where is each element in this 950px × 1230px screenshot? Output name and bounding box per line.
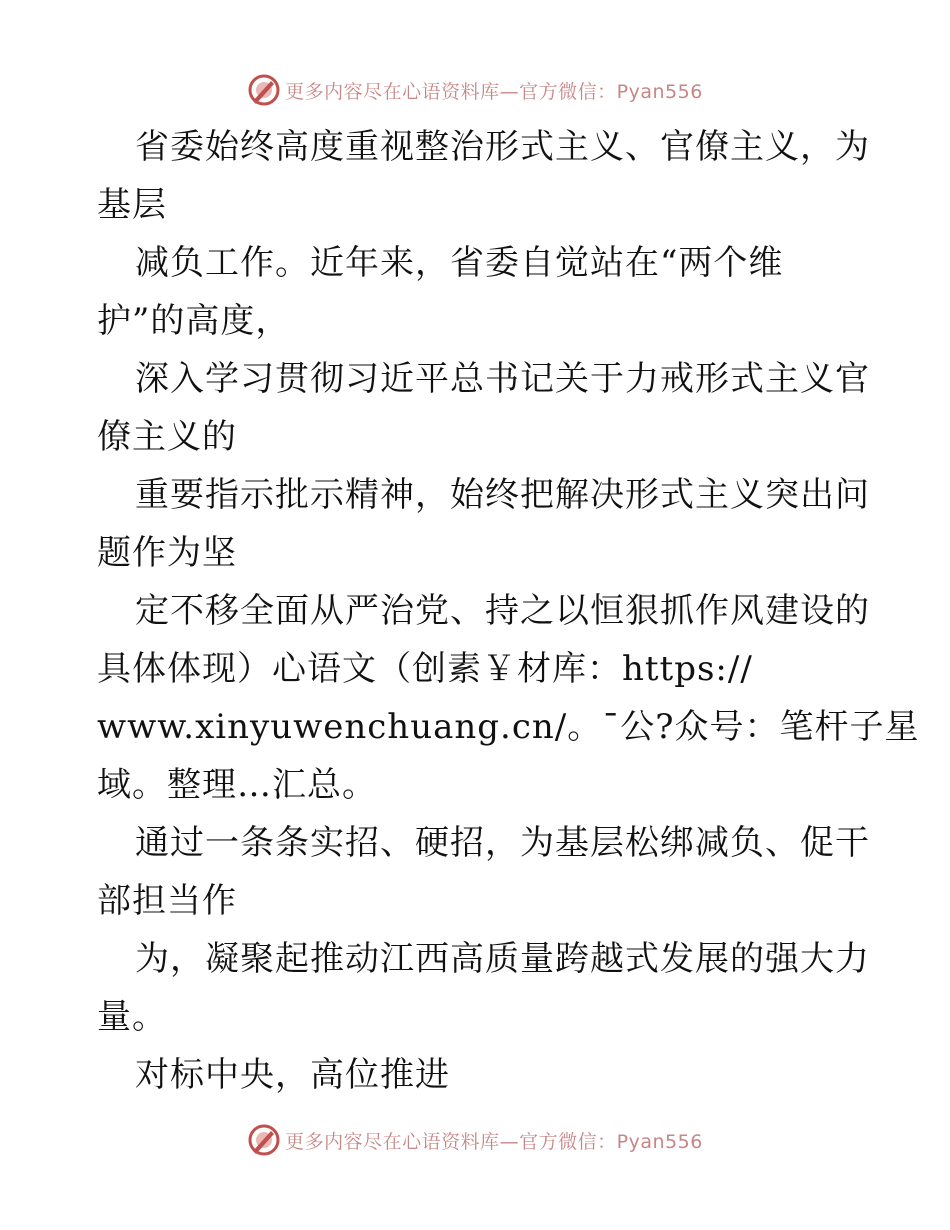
pen-logo-icon — [247, 1123, 281, 1157]
paragraph-line: 重要指示批示精神，始终把解决形式主义突出问 — [135, 475, 870, 515]
pen-logo-icon — [247, 73, 281, 107]
paragraph-line: 部担当作 — [97, 881, 237, 921]
paragraph-line: www.xinyuwenchuang.cn/。¯公?众号：笔杆子星 — [97, 707, 920, 747]
paragraph-line: 域。整理…汇总。 — [97, 765, 377, 805]
section-heading: 对标中央，高位推进 — [135, 1055, 450, 1095]
paragraph-line: 僚主义的 — [97, 417, 237, 457]
footer-banner — [0, 1120, 950, 1160]
footer-banner-text: 更多内容尽在心语资料库—官方微信：Pyan556 — [285, 1130, 703, 1153]
paragraph-line: 深入学习贯彻习近平总书记关于力戒形式主义官 — [135, 359, 870, 399]
paragraph-line: 护”的高度， — [97, 301, 291, 341]
paragraph-line: 减负工作。近年来，省委自觉站在“两个维 — [135, 243, 784, 283]
paragraph-line: 题作为坚 — [97, 533, 237, 573]
header-banner-text: 更多内容尽在心语资料库—官方微信：Pyan556 — [285, 80, 703, 103]
paragraph-line: 基层 — [97, 185, 167, 225]
paragraph-line: 定不移全面从严治党、持之以恒狠抓作风建设的 — [135, 591, 870, 631]
paragraph-line: 为，凝聚起推动江西高质量跨越式发展的强大力 — [135, 939, 870, 979]
paragraph-line: 具体体现）心语文（创素￥材库：https:// — [97, 649, 753, 689]
paragraph-line: 通过一条条实招、硬招，为基层松绑减负、促干 — [135, 823, 870, 863]
paragraph-line: 量。 — [97, 997, 167, 1037]
header-banner — [0, 70, 950, 110]
document-body — [97, 118, 920, 1104]
paragraph-line: 省委始终高度重视整治形式主义、官僚主义，为 — [135, 127, 870, 167]
